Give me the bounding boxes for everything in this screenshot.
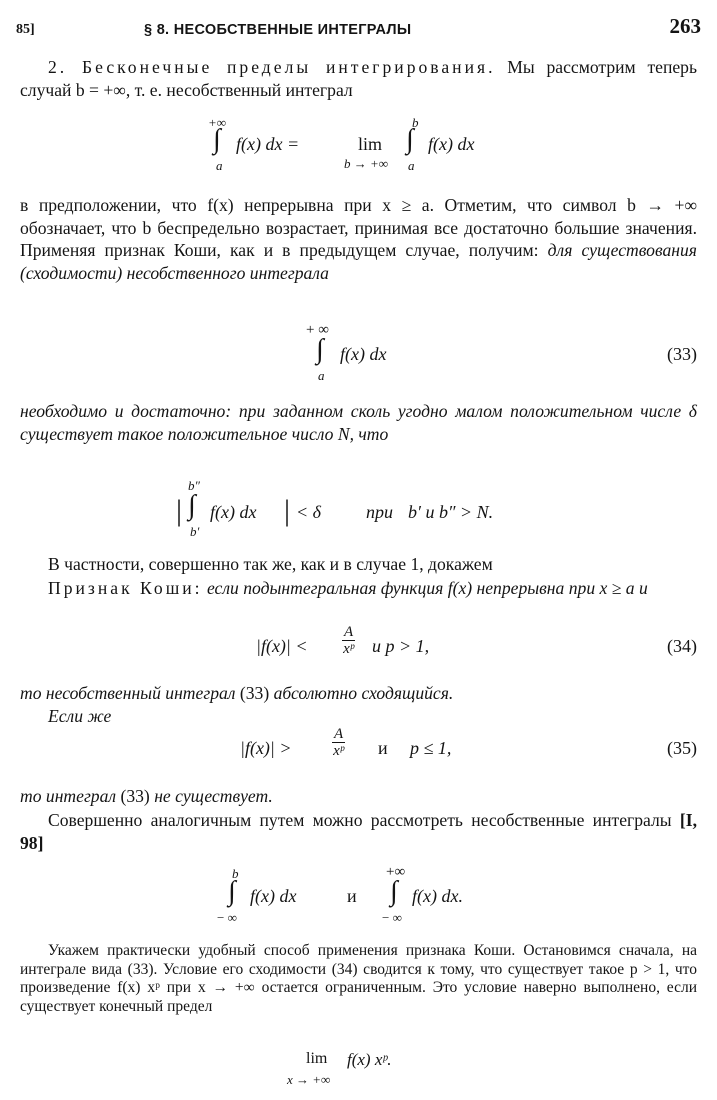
paragraph-analogous [20, 809, 697, 854]
intN-body: f(x) dx [210, 502, 257, 522]
paragraph-particular: В частности, совершенно так же, как и в случае 1, докажем [48, 554, 493, 574]
ref-33: (33) [120, 786, 150, 806]
paragraph-if: Если же [48, 706, 112, 726]
equation-number-34: (34) [667, 636, 697, 656]
f34-numerator: A [344, 624, 354, 640]
f34-right: и p > 1, [372, 636, 430, 656]
int33-upper: + ∞ [306, 322, 329, 338]
abs-bar-left: | [176, 494, 183, 527]
page-number: 263 [669, 14, 701, 38]
paragraph-cauchy-criterion [20, 577, 697, 600]
paragraph-condition: необходимо и достаточно: при заданном сколь угодно малом положительном числе δ существует такое положительное число N, что [20, 401, 697, 444]
paragraph-intro [20, 56, 697, 101]
paragraph-practical: Укажем практически удобный способ применения признака Коши. Остановимся сначала, на интеграле вида (33). Условие его сходимости (34) сводится к тому, что существует такое p > 1, что произведение f(x) xᵖ при x → +∞ остается ограниченным. Это условие наверно выполнено, если существует конечный предел [20, 942, 697, 1015]
int2-upper: b [412, 115, 419, 130]
intro-text: Мы рассмотрим теперь случай b = +∞, т. е. несобственный интеграл [20, 57, 697, 100]
int-b-lower: − ∞ [382, 910, 402, 925]
int-a-lower: − ∞ [217, 910, 237, 925]
not-exist-text: то интеграл [20, 786, 117, 806]
absolute-text: то несобственный интеграл [20, 683, 236, 703]
paragraph-not-exist [20, 785, 697, 808]
paragraph-cauchy [20, 194, 697, 284]
int-a-body: f(x) dx [250, 886, 297, 906]
criterion-text: если подынтегральная функция f(x) непрерывна при x ≥ a и [206, 578, 648, 598]
ref-33: (33) [239, 683, 270, 703]
ref-vol1: [I, 98] [20, 810, 697, 853]
criterion-name: Признак Коши: [48, 578, 203, 598]
int1-upper: +∞ [208, 115, 227, 130]
integral-sign: ∫ [228, 876, 236, 907]
int2-body: f(x) dx [428, 134, 475, 154]
int-b-body: f(x) dx. [412, 886, 463, 906]
running-header [16, 14, 701, 40]
int-a-upper: b [232, 866, 239, 881]
integral-sign: ∫ [316, 334, 324, 365]
integral-sign: ∫ [406, 124, 414, 155]
intN-pri: при [366, 502, 393, 522]
f35-numerator: A [334, 726, 344, 742]
intN-upper: b″ [188, 478, 200, 493]
equation-number-35: (35) [667, 738, 697, 758]
lim-word: lim [306, 1050, 328, 1067]
not-exist-text-2: не существует. [154, 786, 273, 806]
subsection-heading: 2. Бесконечные пределы интегрирования. [48, 57, 496, 77]
integral-sign: ∫ [213, 124, 221, 155]
f34-fraction [342, 624, 355, 657]
equation-number-33: (33) [667, 344, 697, 364]
int1-body: f(x) dx = [236, 134, 300, 154]
abs-bar-right: | [284, 494, 291, 527]
lim-word: lim [358, 134, 383, 154]
intN-tail: b′ и b″ > N. [408, 502, 494, 522]
lim-body: f(x) xᵖ. [347, 1050, 392, 1069]
intN-lower: b′ [190, 524, 200, 539]
section-marker: 85] [16, 22, 35, 37]
integral-sign: ∫ [188, 490, 196, 521]
int33-body: f(x) dx [340, 344, 387, 364]
f35-and: и [378, 738, 388, 758]
paragraph-absolute [20, 682, 697, 705]
intN-less-delta: < δ [296, 502, 322, 522]
lim-subscript: x → +∞ [287, 1072, 331, 1087]
f34-left: |f(x)| < [256, 636, 308, 656]
analogous-text: Совершенно аналогичным путем можно рассмотреть несобственные интегралы [48, 810, 672, 830]
integral-sign: ∫ [390, 876, 398, 907]
f35-right: p ≤ 1, [410, 738, 452, 758]
absolute-text-2: абсолютно сходящийся. [273, 683, 454, 703]
header-title: § 8. НЕСОБСТВЕННЫЕ ИНТЕГРАЛЫ [144, 22, 412, 38]
int-b-upper: +∞ [386, 864, 406, 880]
f35-left: |f(x)| > [240, 738, 292, 758]
lim-subscript: b → +∞ [344, 156, 389, 171]
cauchy-italic: для существования (сходимости) несобственного интеграла [20, 240, 697, 283]
f35-denominator: xᵖ [333, 743, 345, 759]
int2-lower: a [408, 158, 415, 173]
cauchy-text: в предположении, что f(x) непрерывна при x ≥ a. Отметим, что символ b → +∞ обозначает, что b беспредельно возрастает, принимая все достаточно большие значения. Применяя признак Коши, как и в предыдущем случае, получим: [20, 195, 697, 260]
f34-denominator: xᵖ [343, 641, 355, 657]
int33-lower: a [318, 368, 325, 383]
and-word: и [347, 886, 357, 906]
f35-fraction [332, 726, 345, 759]
int1-lower: a [216, 158, 223, 173]
